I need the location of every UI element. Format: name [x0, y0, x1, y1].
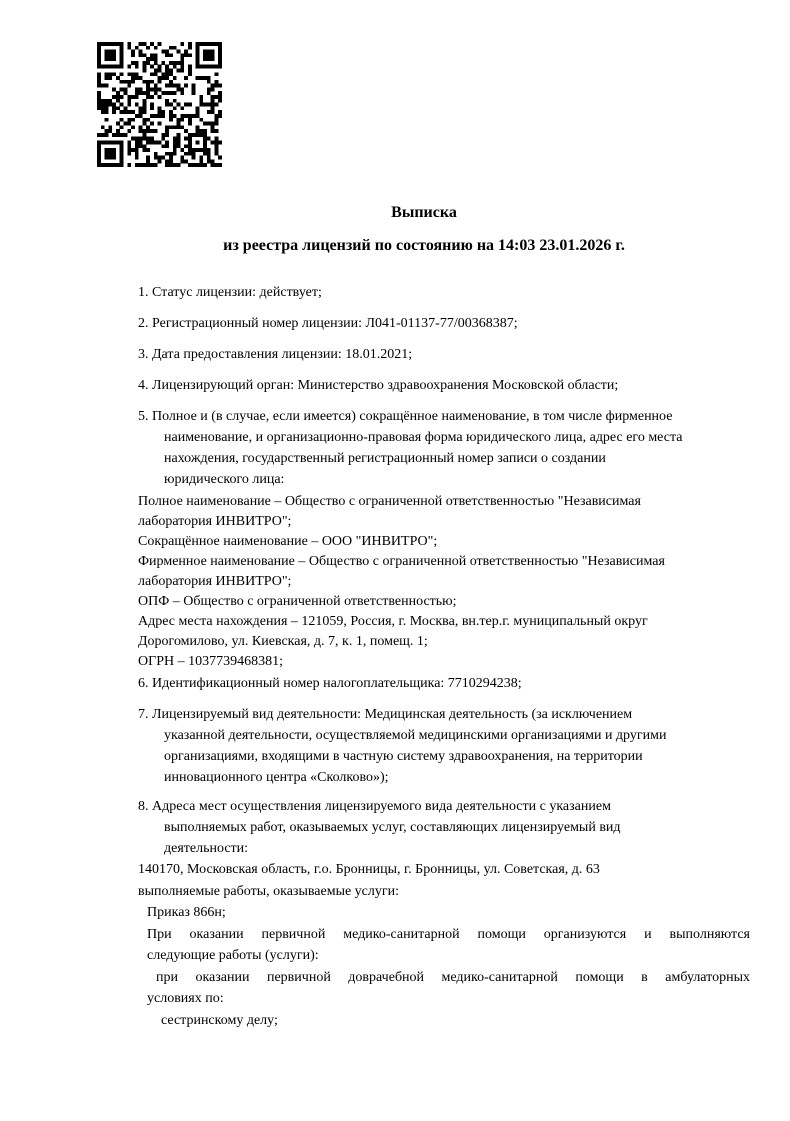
item5-line: нахождения, государственный регистрационный номер записи о создании [164, 451, 606, 466]
org-line: Адрес места нахождения – 121059, Россия, г. Москва, вн.тер.г. муниципальный округ [138, 614, 648, 629]
address-works-block [138, 859, 750, 1031]
item7-line: 7. Лицензируемый вид деятельности: Медицинская деятельность (за исключением [138, 707, 633, 722]
item-activity-type [138, 704, 750, 788]
item7-line: инновационного центра «Сколково»); [164, 770, 389, 785]
org-line: лаборатория ИНВИТРО"; [138, 514, 292, 529]
item8-line: выполняемых работ, оказываемых услуг, составляющих лицензируемый вид [164, 820, 621, 835]
works-line: При оказании первичной медико-санитарной помощи организуются и выполняются [147, 926, 750, 942]
document-content [138, 203, 750, 1031]
item-activity-addresses [138, 796, 750, 859]
item5-line: юридического лица: [164, 472, 285, 487]
item-taxpayer-number: 6. Идентификационный номер налогоплательщика: 7710294238; [138, 676, 522, 691]
item8-line: деятельности: [164, 841, 249, 856]
works-line: следующие работы (услуги): [147, 948, 319, 963]
item-org-name-heading [138, 406, 750, 490]
activity-address: 140170, Московская область, г.о. Бронницы, г. Бронницы, ул. Советская, д. 63 [138, 862, 600, 877]
item-license-status: 1. Статус лицензии: действует; [138, 285, 322, 300]
works-line: условиях по: [147, 991, 224, 1006]
org-line: ОПФ – Общество с ограниченной ответственностью; [138, 594, 457, 609]
organization-details [138, 492, 750, 672]
item5-line: наименование, и организационно-правовая форма юридического лица, адрес его места [164, 430, 683, 445]
works-line: при оказании первичной доврачебной медико-санитарной помощи в амбулаторных [156, 969, 750, 985]
org-line: Дорогомилово, ул. Киевская, д. 7, к. 1, помещ. 1; [138, 634, 428, 649]
org-line: Фирменное наименование – Общество с ограниченной ответственностью "Независимая [138, 554, 665, 569]
org-line: Полное наименование – Общество с ограниченной ответственностью "Независимая [138, 494, 641, 509]
works-line: сестринскому делу; [161, 1012, 278, 1028]
item-grant-date: 3. Дата предоставления лицензии: 18.01.2021; [138, 347, 413, 362]
org-line: лаборатория ИНВИТРО"; [138, 574, 292, 589]
works-header: выполняемые работы, оказываемые услуги: [138, 883, 400, 899]
item-licensing-authority: 4. Лицензирующий орган: Министерство здравоохранения Московской области; [138, 378, 619, 393]
works-line: Приказ 866н; [147, 905, 226, 920]
page-title: Выписка [391, 204, 457, 221]
item7-line: указанной деятельности, осуществляемой медицинскими организациями и другими [164, 728, 667, 743]
item5-line: 5. Полное и (в случае, если имеется) сокращённое наименование, в том числе фирменное [138, 409, 673, 424]
org-line: Сокращённое наименование – ООО "ИНВИТРО"; [138, 534, 438, 549]
qr-code-icon [97, 42, 222, 167]
page-subtitle: из реестра лицензий по состоянию на 14:03 23.01.2026 г. [223, 237, 625, 254]
item-registration-number: 2. Регистрационный номер лицензии: Л041-01137-77/00368387; [138, 316, 518, 331]
org-line: ОГРН – 1037739468381; [138, 654, 283, 669]
item7-line: организациями, входящими в частную систему здравоохранения, на территории [164, 749, 643, 764]
item8-line: 8. Адреса мест осуществления лицензируемого вида деятельности с указанием [138, 799, 611, 814]
